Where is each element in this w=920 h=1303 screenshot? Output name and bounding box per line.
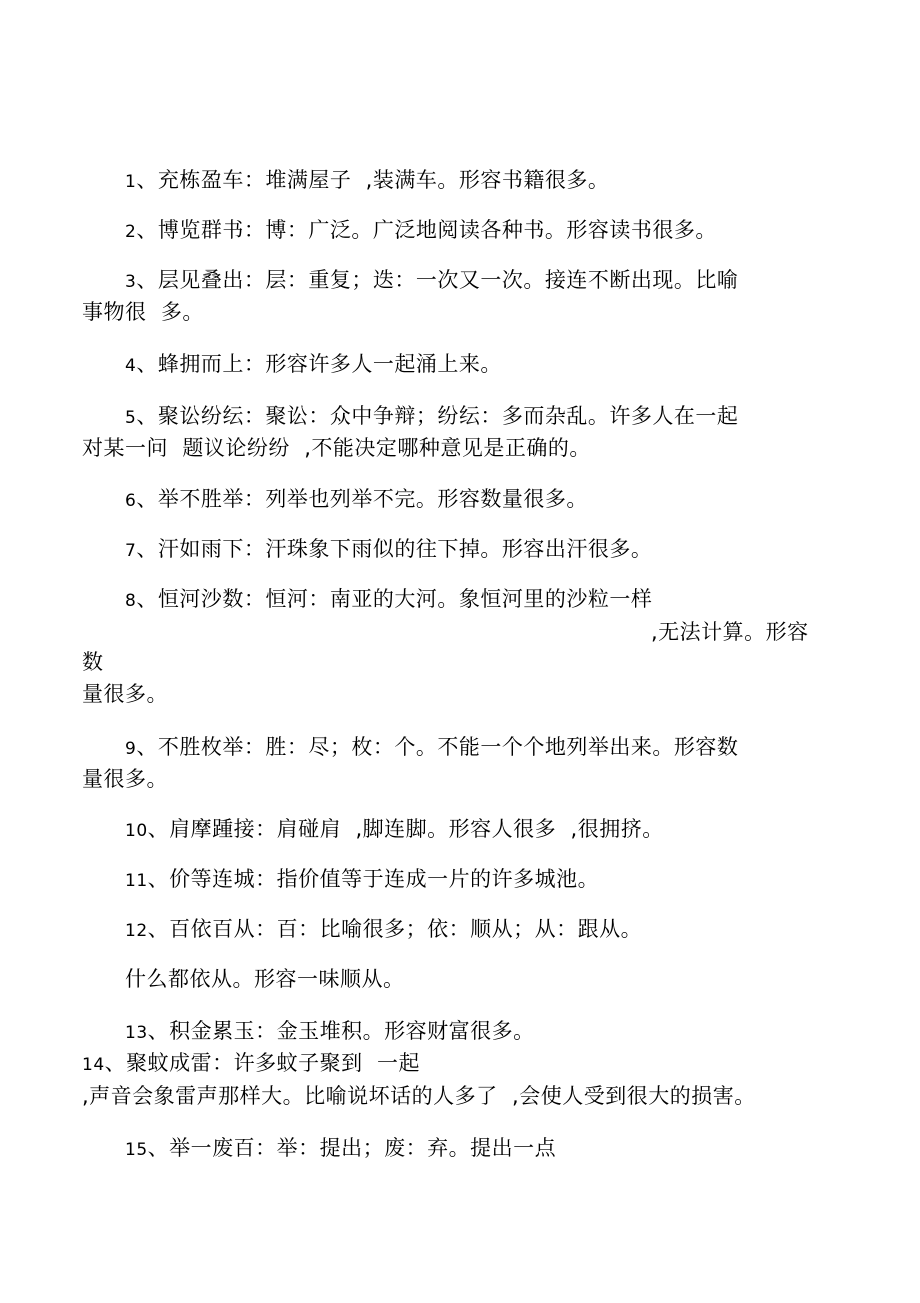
entry-text: 什么都依从。形容一味顺从。: [125, 967, 405, 991]
entry-text: 、不胜枚举：胜：尽；枚：个。不能一个个地列举出来。形容数: [136, 735, 739, 759]
entry-text: 、积金累玉：金玉堆积。形容财富很多。: [147, 1019, 535, 1043]
entry-line-8-cont: [651, 619, 809, 645]
entry-number: 4: [125, 356, 137, 376]
entry-line-2: [125, 217, 717, 245]
entry-line-3-cont: [82, 299, 204, 325]
entry-text: 、汗如雨下：汗珠象下雨似的往下掉。形容出汗很多。: [136, 537, 653, 561]
entry-line-8-cont-2: [82, 649, 104, 675]
entry-text: 、价等连城：指价值等于连成一片的许多城池。: [147, 867, 600, 891]
entry-number: 8: [125, 591, 137, 611]
entry-line-9-cont: [82, 766, 168, 792]
entry-line-4: [125, 351, 502, 379]
entry-text: 、聚讼纷纭：聚讼：众中争辩；纷纭：多而杂乱。许多人在一起: [136, 404, 739, 428]
entry-line-7: [125, 536, 652, 564]
entry-line-12: [125, 916, 642, 944]
entry-line-14: [82, 1050, 420, 1078]
entry-line-8: [125, 586, 652, 614]
entry-number: 11: [125, 871, 148, 891]
entry-text: 、举不胜举：列举也列举不完。形容数量很多。: [136, 487, 588, 511]
entry-text: 、蜂拥而上：形容许多人一起涌上来。: [136, 352, 502, 376]
entry-line-13: [125, 1018, 535, 1046]
entry-text: 、充栋盈车：堆满屋子 ,装满车。形容书籍很多。: [136, 168, 610, 192]
entry-line-9: [125, 734, 738, 762]
entry-line-14-cont: [82, 1083, 756, 1109]
entry-line-10: [125, 816, 664, 844]
entry-number: 7: [125, 541, 137, 561]
entry-number: 10: [125, 821, 148, 841]
entry-text: 、层见叠出：层：重复；迭：一次又一次。接连不断出现。比喻: [136, 268, 739, 292]
entry-text: 事物很 多。: [82, 300, 204, 324]
entry-number: 3: [125, 272, 137, 292]
entry-number: 12: [125, 921, 148, 941]
entry-line-5: [125, 403, 738, 431]
entry-number: 1: [125, 172, 137, 192]
entry-text: 、博览群书：博：广泛。广泛地阅读各种书。形容读书很多。: [136, 218, 717, 242]
entry-line-5-cont: [82, 435, 591, 461]
entry-number: 14: [82, 1055, 105, 1075]
entry-number: 9: [125, 739, 137, 759]
entry-text: ,声音会象雷声那样大。比喻说坏话的人多了 ,会使人受到很大的损害。: [82, 1084, 756, 1108]
entry-line-8-cont-3: [82, 681, 168, 707]
entry-line-1: [125, 167, 609, 195]
entry-text: 、百依百从：百：比喻很多；依：顺从；从：跟从。: [147, 917, 643, 941]
entry-text: 、举一废百：举：提出；废：弃。提出一点: [147, 1136, 557, 1160]
entry-text: 对某一问 题议论纷纷 ,不能决定哪种意见是正确的。: [82, 436, 591, 460]
entry-number: 6: [125, 491, 137, 511]
entry-text: 量很多。: [82, 682, 168, 706]
entry-line-12-cont: [125, 966, 405, 992]
entry-line-6: [125, 486, 588, 514]
entry-line-15: [125, 1135, 556, 1163]
entry-line-3: [125, 267, 738, 295]
entry-text: 、聚蚊成雷：许多蚊子聚到 一起: [104, 1051, 420, 1075]
entry-text: 量很多。: [82, 767, 168, 791]
entry-text: 、肩摩踵接：肩碰肩 ,脚连脚。形容人很多 ,很拥挤。: [147, 817, 664, 841]
entry-line-11: [125, 866, 599, 894]
entry-text: ,无法计算。形容: [651, 620, 809, 644]
entry-text: 、恒河沙数：恒河：南亚的大河。象恒河里的沙粒一样: [136, 587, 653, 611]
entry-number: 13: [125, 1023, 148, 1043]
entry-text: 数: [82, 650, 104, 674]
entry-number: 2: [125, 222, 137, 242]
entry-number: 5: [125, 408, 137, 428]
entry-number: 15: [125, 1140, 148, 1160]
